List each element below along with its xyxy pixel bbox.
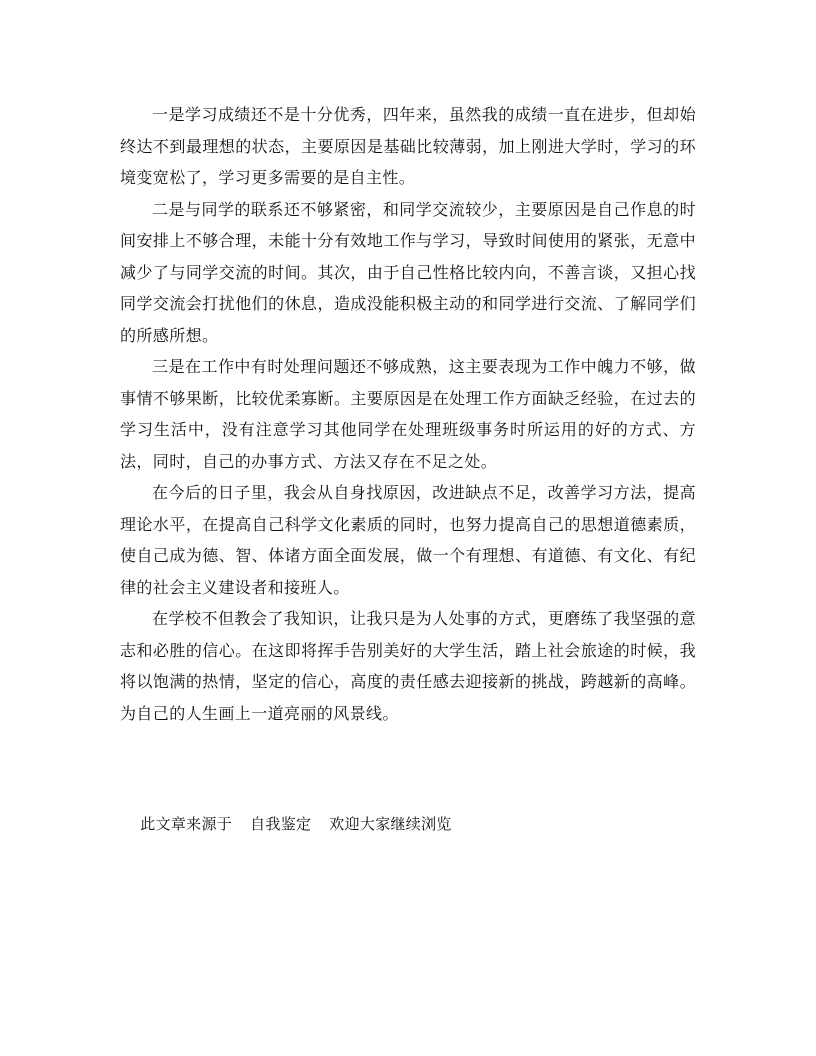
paragraph-4: 在今后的日子里，我会从自身找原因，改进缺点不足，改善学习方法，提高理论水平，在提高自己科学文化素质的同时，也努力提高自己的思想道德素质，使自己成为德、智、体诸方面全面发展，做一个有理想、有道德、有文化、有纪律的社会主义建设者和接班人。 bbox=[120, 483, 696, 597]
paragraph-5: 在学校不但教会了我知识，让我只是为人处事的方式，更磨练了我坚强的意志和必胜的信心。在这即将挥手告别美好的大学生活，踏上社会旅途的时候，我将以饱满的热情，坚定的信心，高度的责任感去迎接新的挑战，跨越新的高峰。为自己的人生画上一道亮丽的风景线。 bbox=[120, 609, 696, 723]
source-link[interactable]: 自我鉴定 bbox=[250, 815, 312, 833]
document-body bbox=[120, 99, 696, 729]
paragraph-1: 一是学习成绩还不是十分优秀，四年来，虽然我的成绩一直在进步，但却始终达不到最理想的状态，主要原因是基础比较薄弱，加上刚进大学时，学习的环境变宽松了，学习更多需要的是自主性。 bbox=[120, 105, 696, 187]
source-footer bbox=[120, 788, 452, 860]
paragraph-2: 二是与同学的联系还不够紧密，和同学交流较少，主要原因是自己作息的时间安排上不够合理，未能十分有效地工作与学习，导致时间使用的紧张，无意中减少了与同学交流的时间。其次，由于自己性格比较内向，不善言谈，又担心找同学交流会打扰他们的休息，造成没能积极主动的和同学进行交流、了解同学们的所感所想。 bbox=[120, 199, 696, 345]
welcome-text: 欢迎大家继续浏览 bbox=[329, 815, 452, 833]
paragraph-3: 三是在工作中有时处理问题还不够成熟，这主要表现为工作中魄力不够，做事情不够果断，比较优柔寡断。主要原因是在处理工作方面缺乏经验，在过去的学习生活中，没有注意学习其他同学在处理班级事务时所运用的好的方式、方法，同时，自己的办事方式、方法又存在不足之处。 bbox=[120, 357, 696, 471]
source-label: 此文章来源于 bbox=[140, 815, 233, 833]
